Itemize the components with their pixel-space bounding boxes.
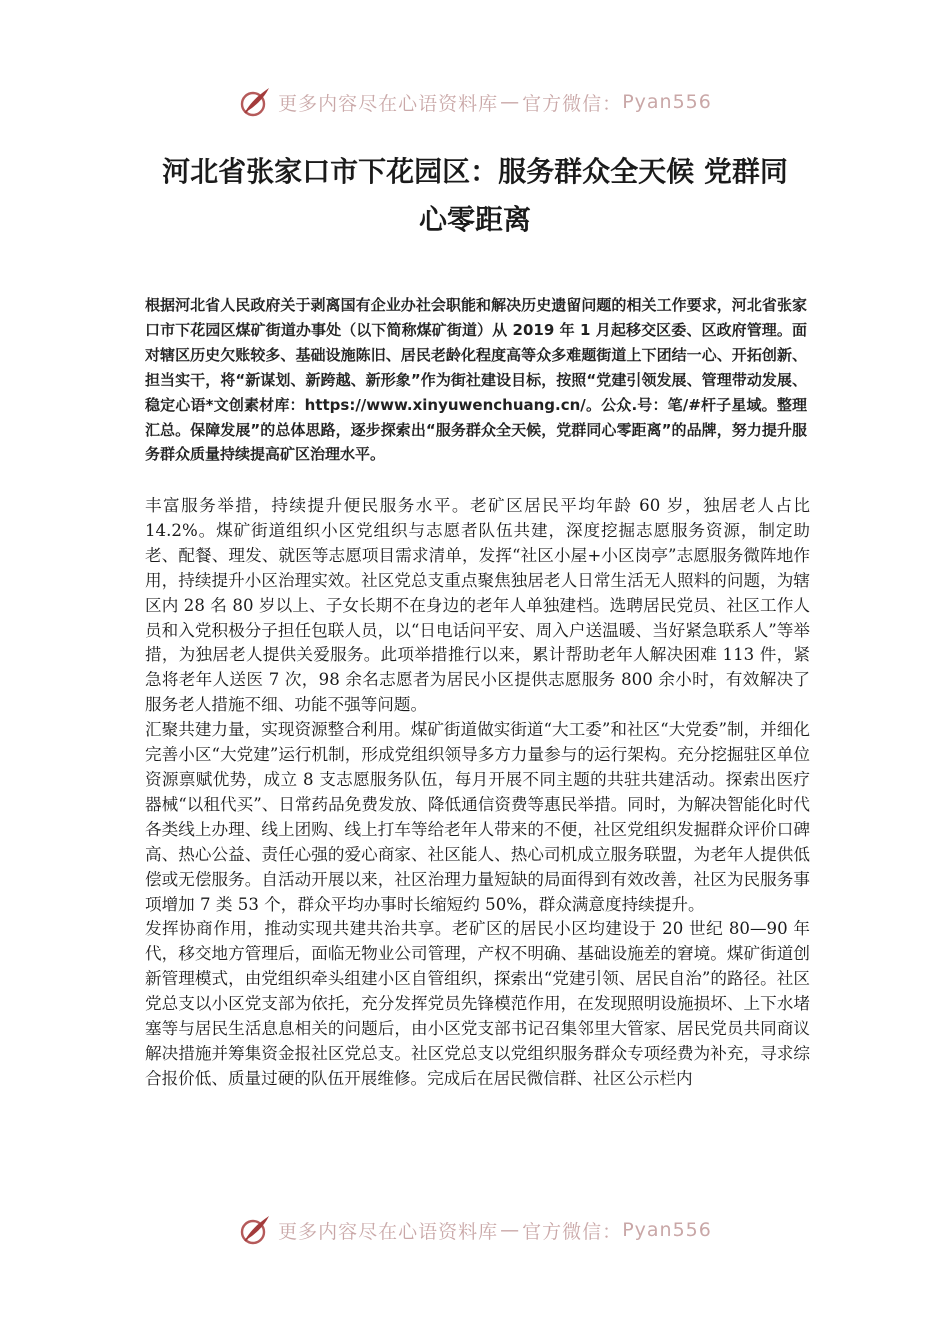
watermark-suffix: 官方微信： bbox=[522, 1220, 623, 1243]
title-line-1: 河北省张家口市下花园区：服务群众全天候 党群同 bbox=[162, 155, 788, 188]
watermark-suffix: 官方微信： bbox=[522, 92, 623, 115]
watermark-banner-top bbox=[0, 82, 950, 122]
watermark-separator: — bbox=[500, 91, 521, 113]
watermark-text: 更多内容尽在心语资料库 bbox=[278, 1220, 499, 1243]
quill-ink-logo-icon bbox=[238, 85, 272, 119]
watermark-separator: — bbox=[500, 1219, 521, 1241]
body-paragraph-services: 丰富服务举措，持续提升便民服务水平。老矿区居民平均年龄 60 岁，独居老人占比 14.2%。煤矿街道组织小区党组织与志愿者队伍共建，深度挖掘志愿服务资源，制定助老、配餐、理发、就医等志愿项目需求清单，发挥“社区小屋+小区岗亭”志愿服务微阵地作用，持续提升小区治理实效。社区党总支重点聚焦独居老人日常生活无人照料的问题，为辖区内 28 名 80 岁以上、子女长期不在身边的老年人单独建档。选聘居民党员、社区工作人员和入党积极分子担任包联人员，以“日电话问平安、周入户送温暖、当好紧急联系人”等举措，为独居老人提供关爱服务。此项举措推行以来，累计帮助老年人解决困难 113 件，紧急将老年人送医 7 次，98 余名志愿者为居民小区提供志愿服务 800 余小时，有效解决了服务老人措施不细、功能不强等问题。 bbox=[145, 496, 810, 715]
body-paragraph-resources: 汇聚共建力量，实现资源整合利用。煤矿街道做实街道“大工委”和社区“大党委”制，并细化完善小区“大党建”运行机制，形成党组织领导多方力量参与的运行架构。充分挖掘驻区单位资源禀赋优势，成立 8 支志愿服务队伍，每月开展不同主题的共驻共建活动。探索出医疗器械“以租代买”、日常药品免费发放、降低通信资费等惠民举措。同时，为解决智能化时代各类线上办理、线上团购、线上打车等给老年人带来的不便，社区党组织发掘群众评价口碑高、热心公益、责任心强的爱心商家、社区能人、热心司机成立服务联盟，为老年人提供低偿或无偿服务。自活动开展以来，社区治理力量短缺的局面得到有效改善，社区为民服务事项增加 7 类 53 个，群众平均办事时长缩短约 50%，群众满意度持续提升。 bbox=[145, 720, 810, 914]
document-body bbox=[145, 494, 810, 1092]
watermark-wechat-id: Pyan556 bbox=[622, 91, 712, 113]
watermark-wechat-id: Pyan556 bbox=[622, 1219, 712, 1241]
title-line-2: 心零距离 bbox=[418, 203, 531, 236]
intro-paragraph: 根据河北省人民政府关于剥离国有企业办社会职能和解决历史遗留问题的相关工作要求，河北省张家口市下花园区煤矿街道办事处（以下简称煤矿街道）从 2019 年 1 月起移交区委、区政府管理。面对辖区历史欠账较多、基础设施陈旧、居民老龄化程度高等众多难题街道上下团结一心、开拓创新、担当实干，将“新谋划、新跨越、新形象”作为街社建设目标，按照“党建引领发展、管理带动发展、稳定心语*文创素材库：https://www.xinyuwenchuang.cn/。公众.号：笔/#杆子星域。整理汇总。保障发展”的总体思路，逐步探索出“服务群众全天候，党群同心零距离”的品牌，努力提升服务群众质量持续提高矿区治理水平。 bbox=[145, 296, 807, 464]
body-paragraph-consultation: 发挥协商作用，推动实现共建共治共享。老矿区的居民小区均建设于 20 世纪 80—90 年代，移交地方管理后，面临无物业公司管理，产权不明确、基础设施差的窘境。煤矿街道创新管理模式，由党组织牵头组建小区自管组织，探索出“党建引领、居民自治”的路径。社区党总支以小区党支部为依托，充分发挥党员先锋模范作用，在发现照明设施损坏、上下水堵塞等与居民生活息息相关的问题后，由小区党支部书记召集邻里大管家、居民党员共同商议解决措施并筹集资金报社区党总支。社区党总支以党组织服务群众专项经费为补充，寻求综合报价低、质量过硬的队伍开展维修。完成后在居民微信群、社区公示栏内 bbox=[145, 919, 810, 1088]
watermark-banner-bottom bbox=[0, 1210, 950, 1250]
document-title bbox=[140, 148, 810, 244]
watermark-text: 更多内容尽在心语资料库 bbox=[278, 92, 499, 115]
quill-ink-logo-icon bbox=[238, 1213, 272, 1247]
